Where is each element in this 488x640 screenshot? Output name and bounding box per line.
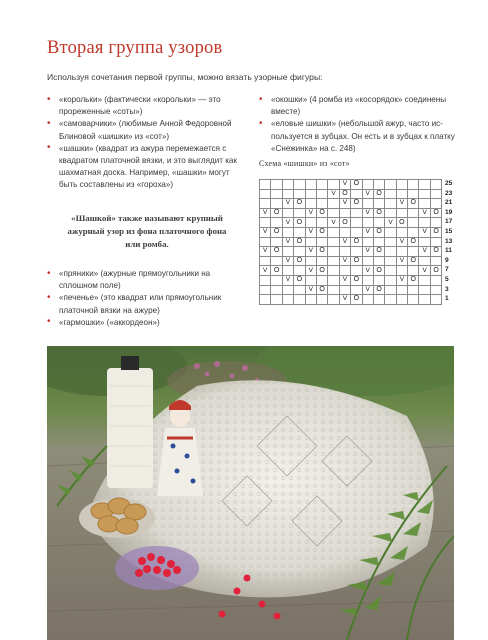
chart-cell (328, 256, 339, 266)
list-item: • «корольки» (фактически «корольки» — это прореженные «соты») (47, 94, 247, 118)
chart-cell (419, 237, 430, 247)
page-title: Вторая группа узоров (47, 38, 223, 58)
chart-row (260, 208, 442, 218)
chart-cell (282, 295, 293, 305)
row-numbers (445, 179, 452, 304)
chart-cell (419, 275, 430, 285)
chart-cell (271, 256, 282, 266)
chart-cell (316, 256, 327, 266)
chart-cell: O (396, 218, 407, 228)
chart-cell: V (396, 199, 407, 209)
chart-cell (305, 180, 316, 190)
chart-cell: O (373, 247, 384, 257)
chart-cell (362, 199, 373, 209)
chart-cell (430, 180, 441, 190)
chart-cell: O (351, 199, 362, 209)
chart-cell: V (362, 266, 373, 276)
row-number: 5 (445, 275, 449, 283)
chart-cell: O (271, 266, 282, 276)
row-number: 3 (445, 285, 449, 293)
chart-cell (408, 189, 419, 199)
chart-cell: O (430, 227, 441, 237)
chart-cell (396, 180, 407, 190)
chart-cell: V (305, 247, 316, 257)
chart-cell (260, 237, 271, 247)
row-number: 11 (445, 247, 452, 255)
chart-cell (328, 199, 339, 209)
photo-illustration (47, 346, 454, 640)
chart-cell (328, 247, 339, 257)
chart-cell (419, 285, 430, 295)
chart-cell (271, 237, 282, 247)
row-number: 25 (445, 180, 453, 187)
chart-cell: O (351, 295, 362, 305)
chart-cell (351, 227, 362, 237)
chart-cell (305, 295, 316, 305)
chart-row (260, 285, 442, 295)
chart-cell: O (316, 227, 327, 237)
chart-cell: O (294, 256, 305, 266)
chart-cell (396, 285, 407, 295)
chart-cell: V (305, 285, 316, 295)
chart-cell: V (305, 227, 316, 237)
intro-text: Используя сочетания первой группы, можно вязать узорные фигуры: (47, 72, 323, 82)
chart-cell: O (408, 256, 419, 266)
pattern-list-left (47, 94, 247, 192)
chart-cell (373, 180, 384, 190)
chart-cell: V (362, 208, 373, 218)
chart-cell (408, 266, 419, 276)
chart-cell (260, 256, 271, 266)
chart-cell (351, 285, 362, 295)
chart-cell (294, 285, 305, 295)
pattern-list-left-2 (47, 268, 247, 329)
chart-cell (419, 256, 430, 266)
chart-cell (316, 237, 327, 247)
chart-cell: O (271, 247, 282, 257)
scheme-caption: Схема «шишки» из «сот» (259, 159, 350, 168)
chart-cell: V (362, 247, 373, 257)
chart-cell (282, 180, 293, 190)
chart-cell: O (271, 208, 282, 218)
chart-cell: O (430, 266, 441, 276)
chart-cell (430, 285, 441, 295)
chart-cell: O (294, 237, 305, 247)
chart-cell (260, 295, 271, 305)
chart-cell: O (351, 275, 362, 285)
chart-cell (328, 275, 339, 285)
list-item: • «гармошки» («аккордеон») (47, 317, 247, 329)
chart-cell (351, 208, 362, 218)
chart-cell (271, 199, 282, 209)
chart-cell: V (362, 227, 373, 237)
chart-cell: O (373, 208, 384, 218)
chart-cell (430, 237, 441, 247)
chart-cell (282, 189, 293, 199)
chart-cell (305, 199, 316, 209)
row-number: 23 (445, 189, 453, 197)
chart-cell (282, 208, 293, 218)
chart-cell (351, 189, 362, 199)
chart-cell (430, 199, 441, 209)
chart-cell (373, 256, 384, 266)
list-item: • «пряники» (ажурные прямоугольники на сплошном поле) (47, 268, 247, 292)
chart-cell (351, 218, 362, 228)
chart-cell (396, 208, 407, 218)
chart-cell (373, 295, 384, 305)
chart-cell (339, 247, 350, 257)
chart-cell (316, 189, 327, 199)
chart-cell (328, 180, 339, 190)
chart-cell (294, 227, 305, 237)
row-number: 9 (445, 256, 449, 264)
chart-cell (362, 218, 373, 228)
chart-cell (271, 295, 282, 305)
chart-cell (408, 227, 419, 237)
chart-cell (373, 275, 384, 285)
chart-cell (385, 227, 396, 237)
chart-cell (282, 285, 293, 295)
chart-cell (430, 189, 441, 199)
chart-cell: O (430, 247, 441, 257)
chart-cell: V (260, 208, 271, 218)
chart-cell: O (408, 199, 419, 209)
chart-cell: O (408, 237, 419, 247)
chart-cell (271, 189, 282, 199)
chart-cell: V (282, 237, 293, 247)
chart-cell (282, 266, 293, 276)
chart-cell (385, 285, 396, 295)
chart-cell (385, 295, 396, 305)
shawl-photo (47, 346, 454, 640)
chart-cell: O (373, 266, 384, 276)
chart-cell (408, 285, 419, 295)
chart-cell (294, 295, 305, 305)
chart-cell (396, 295, 407, 305)
chart-cell (316, 275, 327, 285)
chart-cell (373, 218, 384, 228)
chart-cell (260, 180, 271, 190)
chart-cell (271, 285, 282, 295)
row-number: 7 (445, 266, 449, 274)
chart-cell: O (339, 189, 350, 199)
chart-cell (305, 275, 316, 285)
note-quote: «Шашкой» также называют крупный ажурный узор из фона платочного фона или ромба. (67, 213, 227, 249)
chart-cell (430, 295, 441, 305)
chart-cell: V (362, 189, 373, 199)
chart-cell: O (351, 256, 362, 266)
chart-cell: V (282, 218, 293, 228)
chart-cell (305, 237, 316, 247)
chart-cell (271, 180, 282, 190)
chart-cell: V (419, 208, 430, 218)
chart-cell: V (419, 266, 430, 276)
chart-row (260, 295, 442, 305)
chart-cell (419, 295, 430, 305)
row-number: 15 (445, 227, 453, 235)
chart-cell (339, 285, 350, 295)
chart-cell: O (316, 247, 327, 257)
list-item: • «самоварчики» (любимые Анной Федоровной Блиновой «шишки» из «сот») (47, 118, 247, 142)
chart-cell: V (328, 189, 339, 199)
chart-cell (260, 189, 271, 199)
chart-cell (328, 295, 339, 305)
chart-cell (419, 180, 430, 190)
chart-cell: O (373, 189, 384, 199)
chart-cell: V (419, 247, 430, 257)
chart-cell (339, 208, 350, 218)
chart-cell (328, 266, 339, 276)
chart-cell: V (339, 295, 350, 305)
row-number: 21 (445, 199, 453, 207)
chart-cell (408, 208, 419, 218)
chart-cell (260, 218, 271, 228)
chart-row (260, 275, 442, 285)
pattern-list-right (259, 94, 464, 155)
chart-cell (408, 247, 419, 257)
chart-cell: V (282, 275, 293, 285)
chart-cell (294, 247, 305, 257)
chart-cell: V (305, 208, 316, 218)
chart-row (260, 237, 442, 247)
chart-cell: O (271, 227, 282, 237)
chart-cell (385, 208, 396, 218)
chart-cell (408, 180, 419, 190)
chart-cell: V (339, 275, 350, 285)
chart-cell (362, 295, 373, 305)
chart-cell (373, 237, 384, 247)
chart-cell (373, 199, 384, 209)
chart-cell: O (351, 180, 362, 190)
chart-cell (385, 189, 396, 199)
chart-cell (316, 218, 327, 228)
chart-grid (259, 179, 442, 305)
chart-cell: O (294, 199, 305, 209)
chart-cell: V (260, 247, 271, 257)
chart-cell: O (294, 275, 305, 285)
chart-cell: V (396, 275, 407, 285)
chart-cell: V (282, 199, 293, 209)
chart-cell: O (351, 237, 362, 247)
chart-cell (385, 199, 396, 209)
chart-cell: O (316, 266, 327, 276)
chart-cell (408, 295, 419, 305)
chart-cell: V (260, 227, 271, 237)
chart-cell (316, 199, 327, 209)
chart-row (260, 227, 442, 237)
list-item: • «шашки» (квадрат из ажура перемежается с квадратом платочной вязки, и это выглядит как шахматная доска. Например, «шашки» могут быть составлены из «гороха») (47, 143, 247, 192)
chart-cell: V (282, 256, 293, 266)
chart-row (260, 180, 442, 190)
chart-cell (351, 247, 362, 257)
row-number: 17 (445, 218, 453, 226)
chart-cell (339, 266, 350, 276)
chart-cell (385, 266, 396, 276)
chart-cell (396, 247, 407, 257)
list-item: • «печенье» (это квадрат или прямоугольник платочной вязки на ажуре) (47, 292, 247, 316)
chart-cell (385, 237, 396, 247)
chart-cell (430, 275, 441, 285)
chart-row (260, 199, 442, 209)
chart-cell: O (294, 218, 305, 228)
chart-cell (408, 218, 419, 228)
chart-cell: V (339, 199, 350, 209)
chart-cell (351, 266, 362, 276)
chart-cell (419, 199, 430, 209)
chart-cell (260, 285, 271, 295)
chart-cell (260, 275, 271, 285)
chart-cell (282, 227, 293, 237)
chart-cell (305, 189, 316, 199)
chart-cell: V (396, 256, 407, 266)
chart-cell (294, 208, 305, 218)
chart-cell (396, 266, 407, 276)
chart-cell (419, 189, 430, 199)
chart-cell (385, 180, 396, 190)
chart-cell: O (339, 218, 350, 228)
list-item: • «окошки» (4 ромба из «косорядок» соединены вместе) (259, 94, 464, 118)
chart-cell (294, 266, 305, 276)
chart-row (260, 189, 442, 199)
chart-cell (385, 247, 396, 257)
list-item: • «еловые шишки» (небольшой ажур, часто используется в зубцах. Он есть и в зубцах к платку «Снежинка» на с. 248) (259, 118, 464, 155)
chart-cell (385, 256, 396, 266)
chart-cell (430, 218, 441, 228)
chart-cell (282, 247, 293, 257)
chart-cell (305, 218, 316, 228)
chart-cell (362, 180, 373, 190)
chart-cell (328, 285, 339, 295)
chart-cell: O (316, 285, 327, 295)
chart-cell: V (396, 237, 407, 247)
chart-cell: V (362, 285, 373, 295)
chart-cell: V (305, 266, 316, 276)
chart-cell: V (339, 237, 350, 247)
row-number: 1 (445, 295, 449, 303)
chart-cell: O (316, 208, 327, 218)
chart-cell (396, 189, 407, 199)
row-number: 19 (445, 208, 453, 216)
chart-cell: O (408, 275, 419, 285)
chart-cell: V (260, 266, 271, 276)
chart-row (260, 247, 442, 257)
chart-cell: O (373, 285, 384, 295)
chart-cell (316, 295, 327, 305)
chart-row (260, 218, 442, 228)
chart-row (260, 266, 442, 276)
chart-cell (396, 227, 407, 237)
chart-cell (339, 227, 350, 237)
chart-cell: V (339, 180, 350, 190)
knitting-chart (259, 179, 453, 305)
chart-row (260, 256, 442, 266)
chart-cell (362, 275, 373, 285)
chart-cell (419, 218, 430, 228)
row-number: 13 (445, 237, 453, 245)
chart-cell (305, 256, 316, 266)
chart-cell (430, 256, 441, 266)
chart-cell (271, 275, 282, 285)
chart-cell (260, 199, 271, 209)
chart-cell (362, 256, 373, 266)
chart-cell (362, 237, 373, 247)
chart-cell: O (373, 227, 384, 237)
chart-cell: V (339, 256, 350, 266)
chart-cell (294, 180, 305, 190)
chart-cell (294, 189, 305, 199)
chart-cell: V (385, 218, 396, 228)
chart-cell: V (328, 218, 339, 228)
chart-cell (271, 218, 282, 228)
chart-cell: O (430, 208, 441, 218)
chart-cell (328, 227, 339, 237)
chart-cell (385, 275, 396, 285)
chart-cell (316, 180, 327, 190)
chart-cell (328, 237, 339, 247)
chart-cell (328, 208, 339, 218)
chart-cell: V (419, 227, 430, 237)
